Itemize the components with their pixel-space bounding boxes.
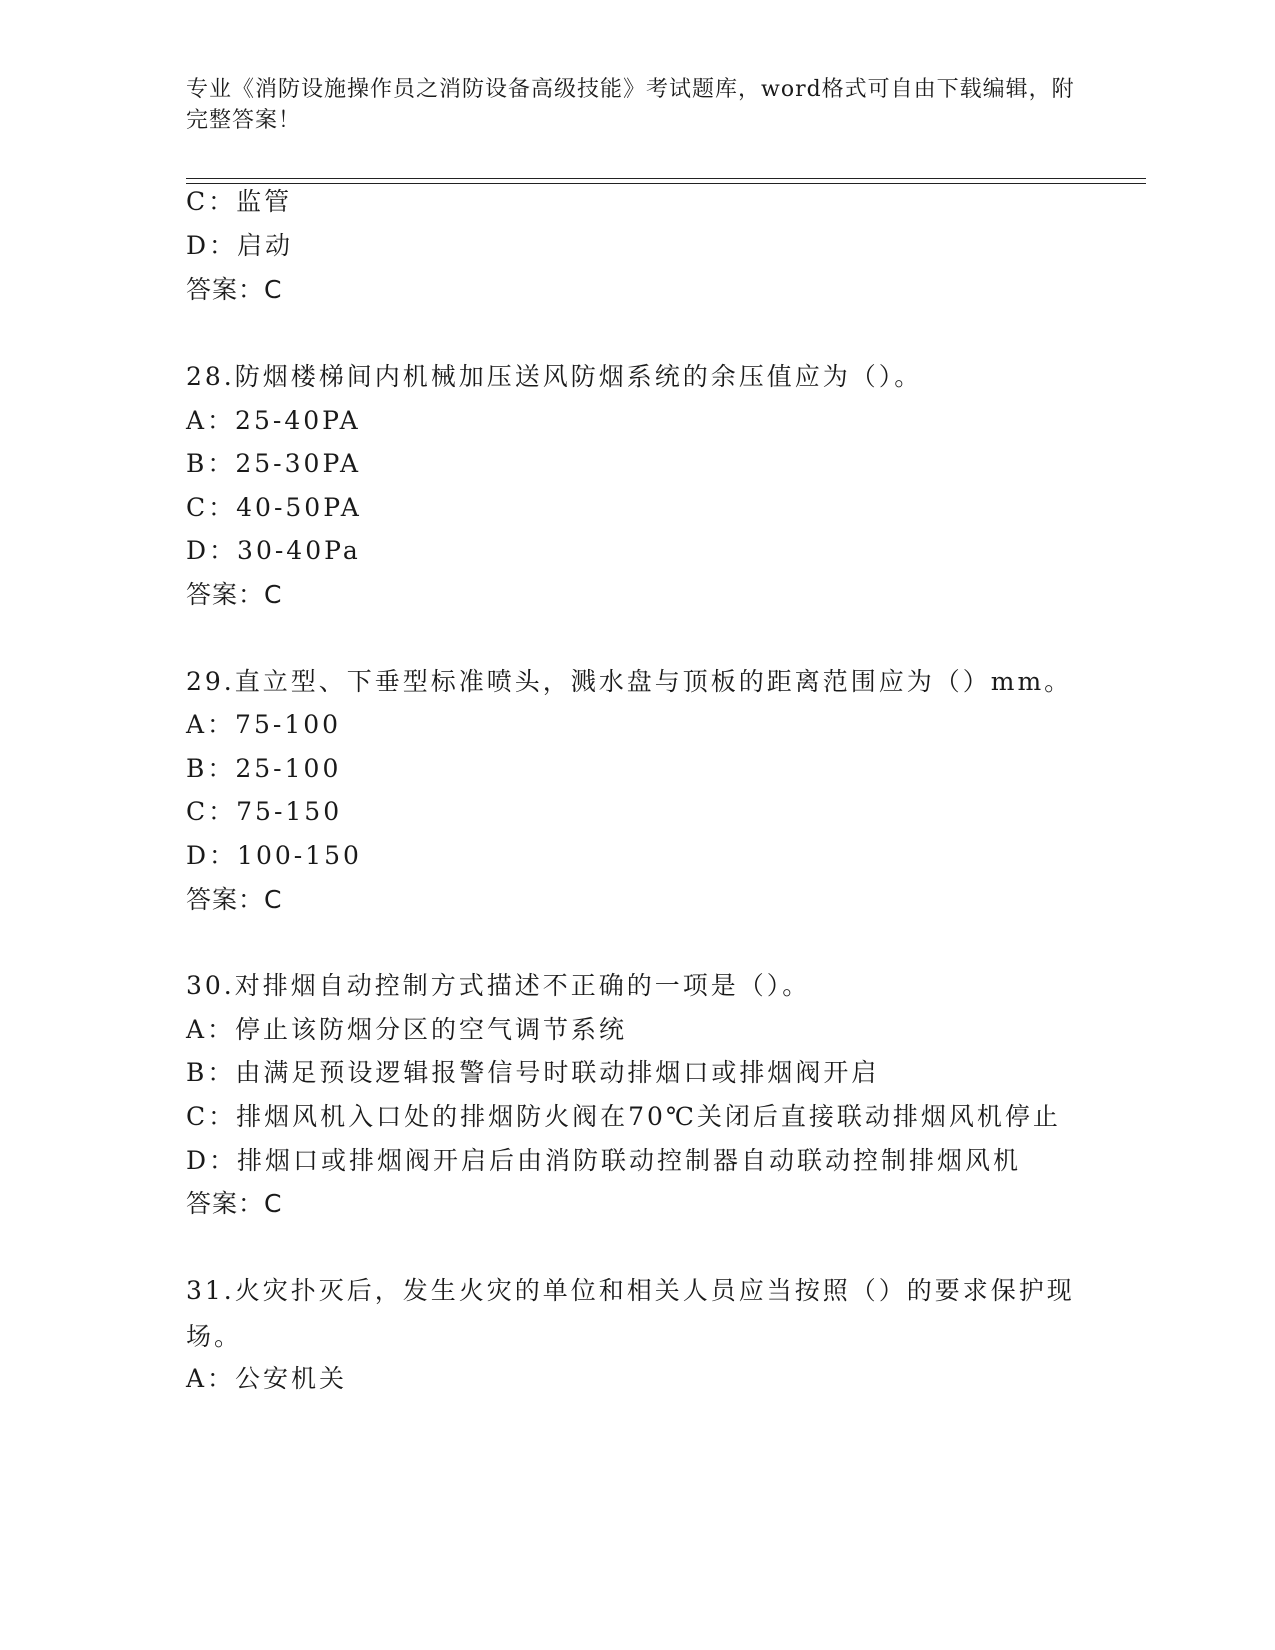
option-d: D：排烟口或排烟阀开启后由消防联动控制器自动联动控制排烟风机 bbox=[186, 1146, 1022, 1175]
option-a: A：25-40PA bbox=[186, 406, 361, 435]
answer-line: 答案：C bbox=[186, 275, 283, 304]
answer-line: 答案：C bbox=[186, 580, 283, 609]
option-a: A：公安机关 bbox=[186, 1364, 348, 1393]
option-c: C：40-50PA bbox=[186, 493, 362, 522]
option-d: D：启动 bbox=[186, 231, 294, 260]
document-header: 专业《消防设施操作员之消防设备高级技能》考试题库，word格式可自由下载编辑，附完整答案！ bbox=[186, 77, 1075, 133]
option-b: B：25-100 bbox=[186, 754, 342, 783]
option-d: D：30-40Pa bbox=[186, 536, 361, 565]
option-c: C：监管 bbox=[186, 187, 293, 216]
question-stem: 30.对排烟自动控制方式描述不正确的一项是（）。 bbox=[186, 971, 811, 1000]
question-stem: 28.防烟楼梯间内机械加压送风防烟系统的余压值应为（）。 bbox=[186, 362, 923, 391]
header-divider-bottom bbox=[186, 183, 1146, 184]
question-stem: 29.直立型、下垂型标准喷头，溅水盘与顶板的距离范围应为（）mm。 bbox=[186, 667, 1073, 696]
option-a: A：75-100 bbox=[186, 710, 342, 739]
answer-line: 答案：C bbox=[186, 885, 283, 914]
answer-line: 答案：C bbox=[186, 1189, 283, 1218]
option-b: B：由满足预设逻辑报警信号时联动排烟口或排烟阀开启 bbox=[186, 1058, 880, 1087]
option-c: C：75-150 bbox=[186, 797, 343, 826]
option-b: B：25-30PA bbox=[186, 449, 362, 478]
question-stem: 31.火灾扑灭后，发生火灾的单位和相关人员应当按照（）的要求保护现场。 bbox=[186, 1276, 1075, 1351]
option-a: A：停止该防烟分区的空气调节系统 bbox=[186, 1015, 628, 1044]
option-c: C：排烟风机入口处的排烟防火阀在70℃关闭后直接联动排烟风机停止 bbox=[186, 1102, 1061, 1131]
option-d: D：100-150 bbox=[186, 841, 362, 870]
header-divider-top bbox=[186, 178, 1146, 179]
